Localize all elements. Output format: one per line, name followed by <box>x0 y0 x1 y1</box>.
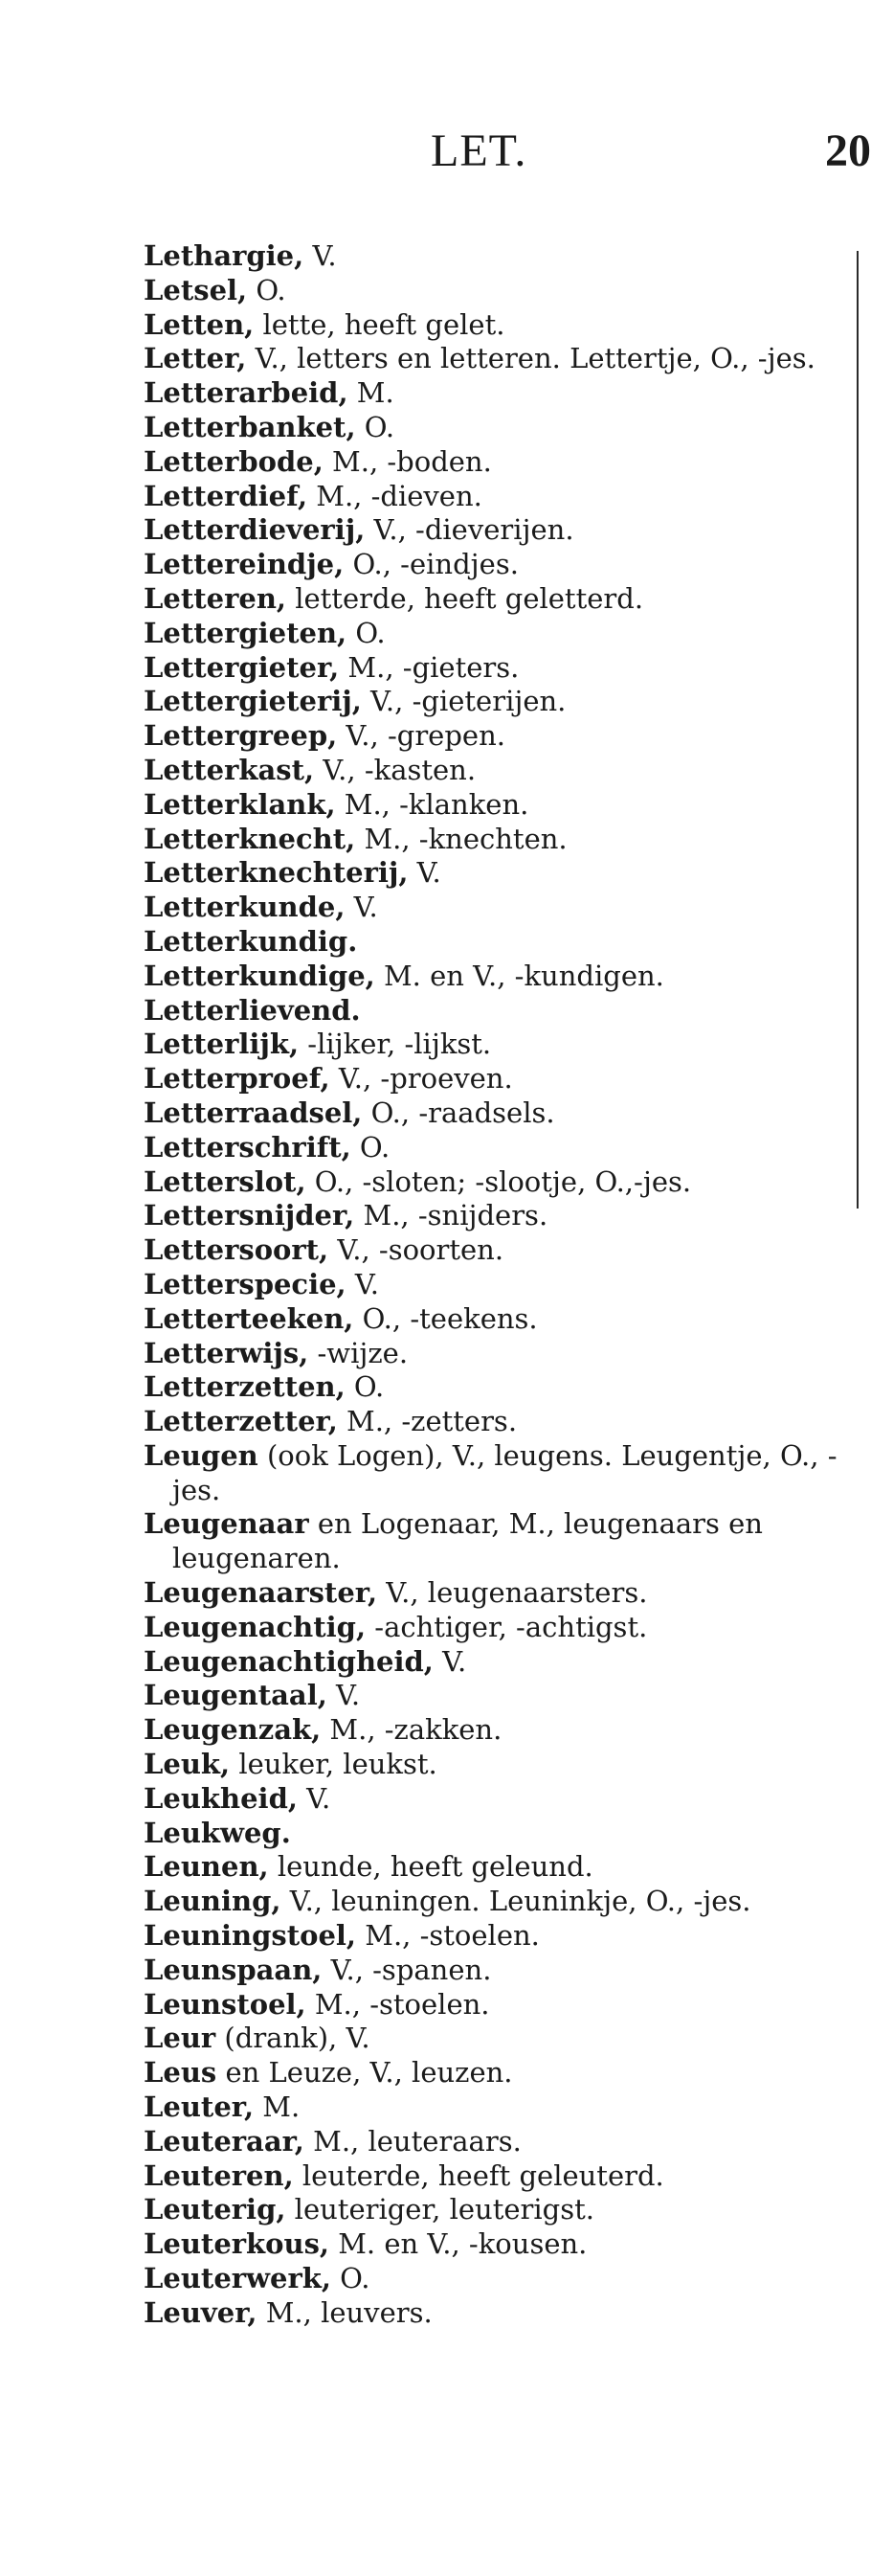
entry-definition: M., -zetters. <box>337 1405 518 1438</box>
dictionary-entry <box>144 1850 838 1885</box>
entry-definition: O. <box>350 1130 391 1164</box>
dictionary-entry <box>144 308 838 343</box>
dictionary-entry <box>144 1679 838 1713</box>
entry-headword: Leukweg. <box>144 1816 291 1849</box>
entry-headword: Letterdief, <box>144 479 308 512</box>
dictionary-entry <box>144 342 838 376</box>
entry-definition: M. <box>347 376 394 410</box>
entry-headword: Leugenachtigheid, <box>144 1644 434 1678</box>
entry-headword: Leuning, <box>144 1885 281 1918</box>
dictionary-entry <box>144 2193 838 2227</box>
entry-headword: Leunstoel, <box>144 1987 306 2021</box>
dictionary-entry <box>144 1028 838 1062</box>
entry-headword: Leugen <box>144 1438 258 1472</box>
dictionary-entry <box>144 2159 838 2194</box>
entry-headword: Leuk, <box>144 1748 231 1781</box>
entry-definition: V., -soorten. <box>328 1233 504 1267</box>
entry-headword: Lettergieten, <box>144 616 347 649</box>
entry-headword: Letterzetter, <box>144 1405 338 1438</box>
entry-definition: V. <box>408 856 441 890</box>
entry-definition: leuker, leukst. <box>230 1748 437 1781</box>
dictionary-entry <box>144 1885 838 1919</box>
dictionary-entry <box>144 2296 838 2331</box>
dictionary-entry <box>144 891 838 925</box>
entry-definition: V. <box>326 1679 361 1712</box>
entry-headword: Letterteeken, <box>144 1301 354 1335</box>
dictionary-entry <box>144 788 838 823</box>
entry-definition: O., -sloten; -slootje, O.,-jes. <box>305 1164 692 1198</box>
dictionary-entry <box>144 1405 838 1439</box>
entry-definition: V., leuningen. Leuninkje, O., -jes. <box>280 1885 751 1918</box>
dictionary-entry <box>144 239 838 274</box>
entry-headword: Letterwijs, <box>144 1336 309 1369</box>
entry-headword: Leunen, <box>144 1850 269 1884</box>
entry-headword: Letterdieverij, <box>144 513 366 547</box>
dictionary-entry <box>144 2056 838 2090</box>
entry-headword: Lethargie, <box>144 239 304 272</box>
entry-definition: leuteriger, leuterigst. <box>285 2193 594 2226</box>
entry-headword: Letterbode, <box>144 444 324 478</box>
dictionary-entry <box>144 480 838 514</box>
entry-definition: letterde, heeft geletterd. <box>286 581 644 615</box>
entry-definition: O. <box>330 2262 370 2295</box>
entry-headword: Letterspecie, <box>144 1267 346 1300</box>
dictionary-entry <box>144 1233 838 1268</box>
entry-headword: Leukheid, <box>144 1781 298 1815</box>
page-header <box>0 123 871 180</box>
dictionary-entry <box>144 1611 838 1645</box>
dictionary-entry <box>144 1165 838 1200</box>
entry-headword: Leuterkous, <box>144 2227 329 2261</box>
dictionary-entry <box>144 925 838 960</box>
dictionary-entry <box>144 1268 838 1302</box>
dictionary-entry <box>144 376 838 411</box>
entry-definition: V. <box>303 239 337 272</box>
entry-headword: Lettergieter, <box>144 650 340 684</box>
dictionary-entry <box>144 1302 838 1337</box>
column-rule <box>857 251 859 1209</box>
entry-definition: V., -dieverijen. <box>365 513 574 547</box>
entry-definition: M. en V., -kundigen. <box>374 959 664 992</box>
dictionary-entry <box>144 960 838 994</box>
dictionary-entry <box>144 651 838 686</box>
entry-headword: Letterknecht, <box>144 822 356 855</box>
entry-definition: M., -knechten. <box>355 822 568 855</box>
entry-definition: V., letters en letteren. Lettertje, O., -jes. <box>246 342 815 375</box>
dictionary-entry <box>144 2227 838 2262</box>
entry-headword: Lettergreep, <box>144 719 338 753</box>
dictionary-entry <box>144 2090 838 2125</box>
dictionary-entry <box>144 1131 838 1165</box>
dictionary-entry <box>144 1988 838 2022</box>
running-head: LET. <box>431 125 527 176</box>
entry-headword: Letterproef, <box>144 1062 330 1096</box>
dictionary-entry <box>144 2125 838 2159</box>
dictionary-entry <box>144 617 838 651</box>
entry-headword: Leuterwerk, <box>144 2262 331 2295</box>
entry-definition: M., -boden. <box>323 444 492 478</box>
dictionary-entry <box>144 1096 838 1131</box>
entry-definition: leuterde, heeft geleuterd. <box>293 2158 664 2192</box>
entry-headword: Leugenaarster, <box>144 1576 378 1610</box>
entry-definition: -lijker, -lijkst. <box>299 1028 492 1061</box>
dictionary-entry <box>144 1370 838 1405</box>
entry-definition: O. <box>345 1370 385 1404</box>
entry-definition: O. <box>346 616 386 649</box>
entry-headword: Letterbanket, <box>144 410 356 443</box>
dictionary-entry <box>144 1817 838 1851</box>
entry-headword: Leuter, <box>144 2090 255 2124</box>
entry-headword: Letsel, <box>144 273 248 306</box>
entry-definition: M., -klanken. <box>335 787 529 821</box>
entry-headword: Lettergieterij, <box>144 685 362 718</box>
entry-definition: M. <box>254 2090 301 2124</box>
entry-headword: Letterzetten, <box>144 1370 346 1404</box>
entry-definition: M., leuteraars. <box>303 2124 522 2158</box>
entry-definition: en Logenaar, M., leugenaars en leugenaren. <box>172 1507 763 1575</box>
dictionary-entry <box>144 1748 838 1782</box>
dictionary-entry <box>144 1782 838 1817</box>
dictionary-entry <box>144 856 838 891</box>
entry-definition: V. <box>433 1644 467 1678</box>
entry-definition: O., -eindjes. <box>344 548 519 581</box>
entry-definition: -wijze. <box>308 1336 409 1369</box>
entry-headword: Leugenachtig, <box>144 1610 367 1643</box>
entry-definition: O., -raadsels. <box>362 1096 555 1129</box>
entry-headword: Lettersoort, <box>144 1233 329 1267</box>
entry-definition: O., -teekens. <box>353 1301 538 1335</box>
dictionary-entry <box>144 582 838 617</box>
entry-headword: Leus <box>144 2056 217 2090</box>
entry-headword: Letterknechterij, <box>144 856 409 890</box>
dictionary-entry <box>144 1919 838 1954</box>
entry-definition: M., -zakken. <box>321 1713 502 1747</box>
entry-headword: Letten, <box>144 307 255 341</box>
dictionary-entry <box>144 1507 838 1576</box>
entry-definition: en Leuze, V., leuzen. <box>216 2056 513 2090</box>
entry-headword: Lettersnijder, <box>144 1199 355 1232</box>
entry-headword: Letterlijk, <box>144 1028 300 1061</box>
dictionary-entry <box>144 1439 838 1508</box>
page-number: 20 <box>825 125 871 176</box>
dictionary-entry <box>144 994 838 1028</box>
entry-headword: Letterkunde, <box>144 891 346 924</box>
entry-definition: M., -dieven. <box>307 479 482 512</box>
entry-definition: O. <box>247 273 286 306</box>
entry-definition: M., leuvers. <box>257 2295 433 2329</box>
entry-headword: Leuteren, <box>144 2158 294 2192</box>
entry-definition: leunde, heeft geleund. <box>268 1850 593 1884</box>
dictionary-entry <box>144 1576 838 1611</box>
entry-headword: Letterklank, <box>144 787 336 821</box>
entry-definition: (ook Logen), V., leugens. Leugentje, O., -jes. <box>172 1438 838 1506</box>
entry-headword: Letterraadsel, <box>144 1096 363 1129</box>
entry-headword: Leuteraar, <box>144 2124 304 2158</box>
entry-definition: V. <box>346 1267 379 1300</box>
dictionary-entry-list <box>144 239 838 2331</box>
dictionary-entry <box>144 754 838 788</box>
entry-headword: Letterarbeid, <box>144 376 348 410</box>
entry-headword: Letterkast, <box>144 753 315 786</box>
entry-headword: Leuningstoel, <box>144 1919 357 1953</box>
entry-headword: Leugenaar <box>144 1507 309 1541</box>
dictionary-entry <box>144 2022 838 2056</box>
entry-definition: V., -grepen. <box>337 719 505 753</box>
dictionary-entry <box>144 823 838 857</box>
entry-headword: Leugentaal, <box>144 1679 327 1712</box>
entry-headword: Letterlievend. <box>144 993 361 1027</box>
dictionary-entry <box>144 274 838 308</box>
entry-headword: Leuver, <box>144 2295 257 2329</box>
entry-definition: V., -kasten. <box>314 753 477 786</box>
entry-definition: lette, heeft gelet. <box>254 307 505 341</box>
dictionary-entry <box>144 1199 838 1233</box>
dictionary-entry <box>144 548 838 582</box>
dictionary-entry <box>144 1954 838 1988</box>
entry-headword: Letterschrift, <box>144 1130 351 1164</box>
entry-definition: V. <box>345 891 378 924</box>
dictionary-entry <box>144 685 838 719</box>
entry-definition: V., -spanen. <box>322 1953 492 1986</box>
entry-headword: Letter, <box>144 342 247 375</box>
entry-definition: O. <box>355 410 395 443</box>
entry-headword: Leugenzak, <box>144 1713 322 1747</box>
entry-definition: -achtiger, -achtigst. <box>366 1610 648 1643</box>
entry-headword: Letterkundige, <box>144 959 375 992</box>
entry-definition: M., -gieters. <box>339 650 520 684</box>
entry-headword: Leur <box>144 2022 216 2055</box>
entry-headword: Letterslot, <box>144 1164 306 1198</box>
dictionary-entry <box>144 1645 838 1680</box>
entry-headword: Letteren, <box>144 581 286 615</box>
dictionary-entry <box>144 1062 838 1096</box>
dictionary-entry <box>144 411 838 445</box>
dictionary-entry <box>144 2262 838 2296</box>
entry-definition: M. en V., -kousen. <box>329 2227 588 2261</box>
entry-definition: V., leugenaarsters. <box>377 1576 648 1610</box>
dictionary-entry <box>144 1337 838 1371</box>
dictionary-entry <box>144 1713 838 1748</box>
dictionary-entry <box>144 513 838 548</box>
entry-definition: (drank), V. <box>215 2022 370 2055</box>
entry-headword: Lettereindje, <box>144 548 345 581</box>
entry-definition: M., -snijders. <box>354 1199 548 1232</box>
entry-definition: M., -stoelen. <box>305 1987 490 2021</box>
entry-headword: Letterkundig. <box>144 924 358 958</box>
entry-definition: V., -gieterijen. <box>361 685 567 718</box>
entry-definition: V. <box>297 1781 331 1815</box>
dictionary-entry <box>144 445 838 480</box>
entry-headword: Leuterig, <box>144 2193 286 2226</box>
entry-headword: Leunspaan, <box>144 1953 323 1986</box>
entry-definition: V., -proeven. <box>329 1062 513 1096</box>
dictionary-entry <box>144 719 838 754</box>
entry-definition: M., -stoelen. <box>356 1919 540 1953</box>
